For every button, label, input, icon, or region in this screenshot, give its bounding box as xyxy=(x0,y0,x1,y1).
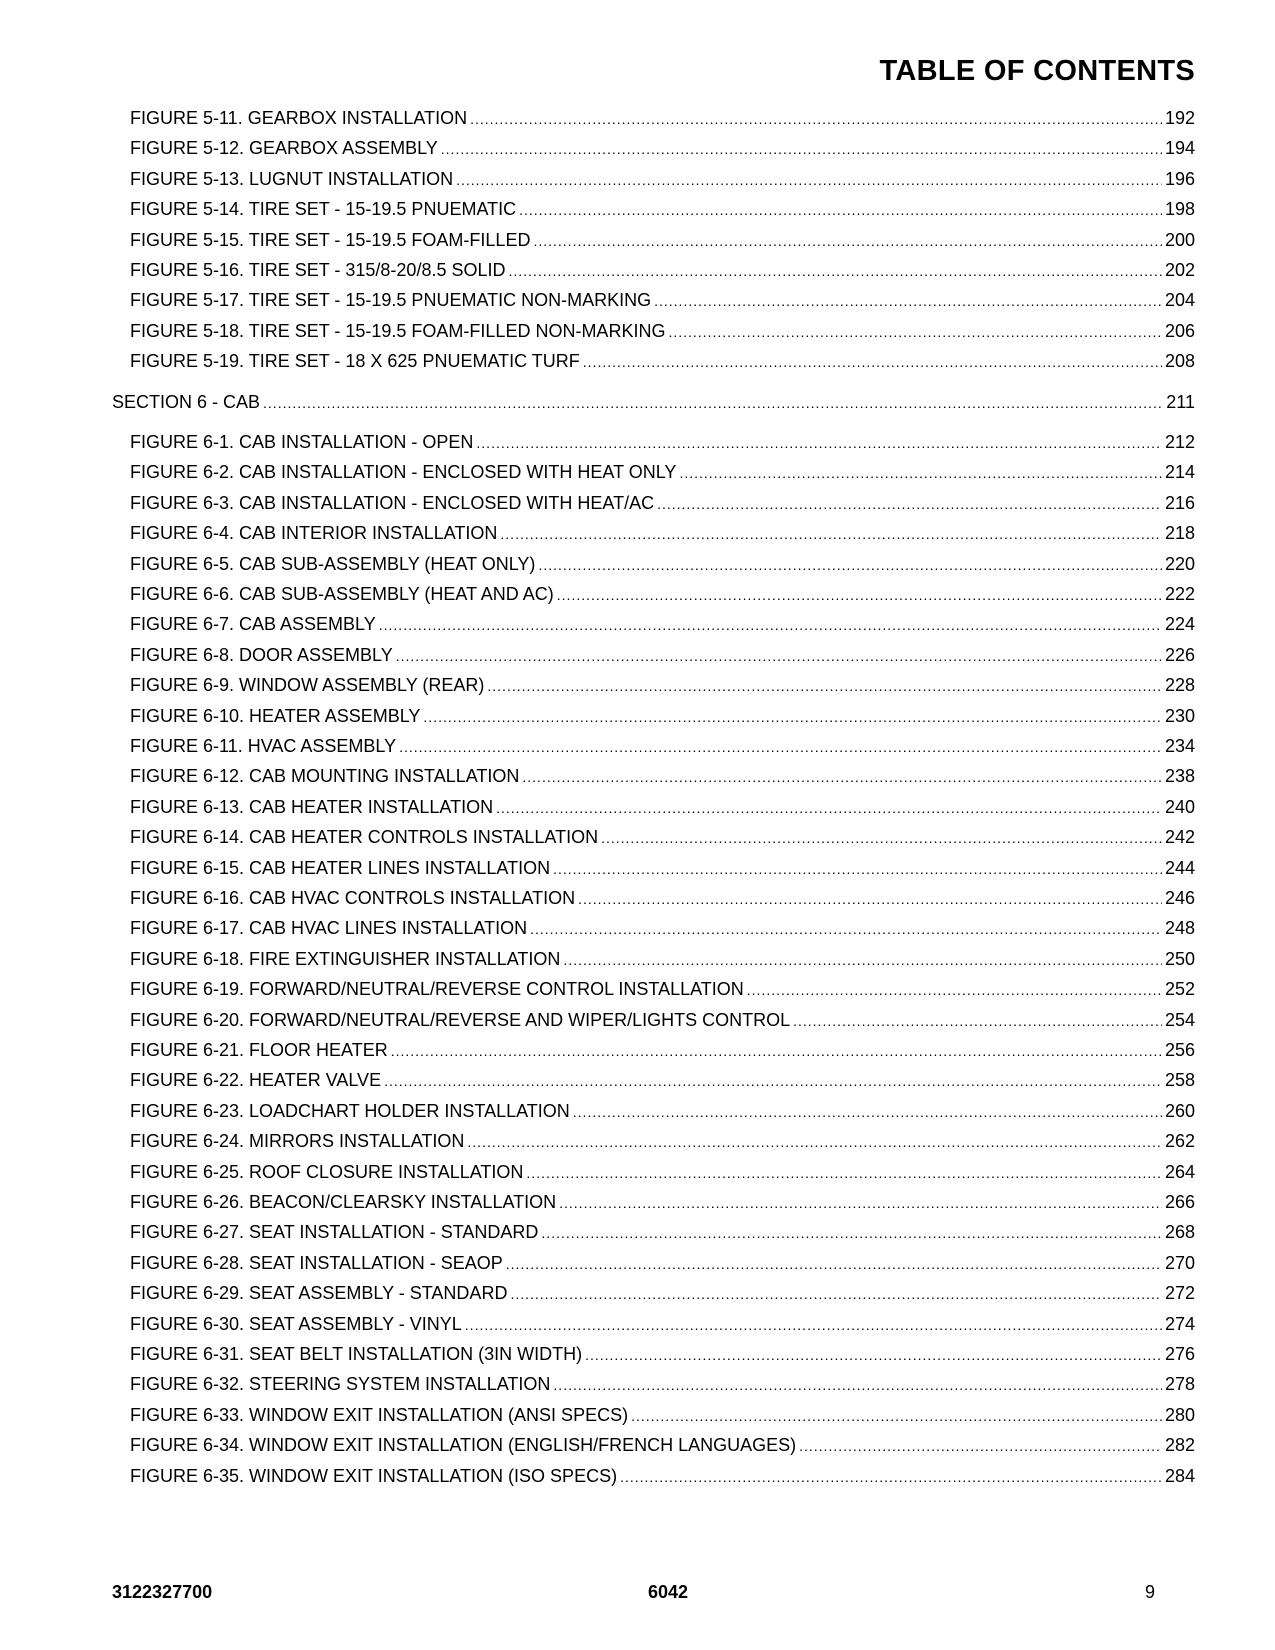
toc-figure-entry[interactable] xyxy=(130,736,1195,760)
dot-leader xyxy=(500,526,1162,542)
toc-entry-page: 278 xyxy=(1164,1374,1195,1395)
toc-section-entry[interactable] xyxy=(112,392,1195,416)
toc-entry-label: FIGURE 6-11. HVAC ASSEMBLY xyxy=(130,736,397,756)
toc-entry-label: FIGURE 6-22. HEATER VALVE xyxy=(130,1070,382,1091)
toc-entry-label: FIGURE 6-5. CAB SUB-ASSEMBLY (HEAT ONLY) xyxy=(130,553,536,574)
toc-entry-page: 240 xyxy=(1164,796,1195,817)
toc-figure-entry[interactable] xyxy=(130,432,1195,456)
toc-entry-label: FIGURE 6-35. WINDOW EXIT INSTALLATION (ISO SPECS) xyxy=(130,1465,618,1486)
toc-entry-page: 200 xyxy=(1164,229,1195,250)
dot-leader xyxy=(522,769,1162,785)
page-number: 9 xyxy=(1144,1582,1155,1602)
toc-figure-entry[interactable] xyxy=(130,1222,1195,1246)
toc-figure-entry[interactable] xyxy=(130,1192,1195,1216)
toc-entry-page: 228 xyxy=(1164,675,1195,696)
toc-entry-label: FIGURE 6-28. SEAT INSTALLATION - SEAOP xyxy=(130,1252,503,1273)
toc-entry-page: 196 xyxy=(1164,168,1195,189)
dot-leader xyxy=(423,709,1162,725)
dot-leader xyxy=(668,324,1162,340)
toc-figure-entry[interactable] xyxy=(130,614,1195,638)
toc-entry-page: 272 xyxy=(1164,1283,1195,1304)
dot-leader xyxy=(657,496,1162,512)
dot-leader xyxy=(467,1134,1162,1150)
dot-leader xyxy=(578,891,1162,907)
toc-figure-entry[interactable] xyxy=(130,260,1195,284)
toc-figure-entry[interactable] xyxy=(130,523,1195,547)
toc-figure-entry[interactable] xyxy=(130,766,1195,790)
toc-entry-page: 280 xyxy=(1164,1404,1195,1425)
toc-entry-label: FIGURE 6-33. WINDOW EXIT INSTALLATION (ANSI SPECS) xyxy=(130,1404,629,1425)
toc-entry-label: FIGURE 6-23. LOADCHART HOLDER INSTALLATION xyxy=(130,1100,570,1121)
toc-entry-page: 248 xyxy=(1164,918,1195,939)
toc-figure-entry[interactable] xyxy=(130,858,1195,882)
toc-entry-label: FIGURE 5-13. LUGNUT INSTALLATION xyxy=(130,168,454,189)
toc-entry-page: 260 xyxy=(1164,1100,1195,1121)
toc-figure-entry[interactable] xyxy=(130,1162,1195,1186)
toc-figure-entry[interactable] xyxy=(130,290,1195,314)
toc-figure-entry[interactable] xyxy=(130,584,1195,608)
toc-entry-page: 204 xyxy=(1164,290,1195,311)
dot-leader xyxy=(487,678,1162,694)
toc-entry-page: 250 xyxy=(1164,948,1195,969)
toc-figure-entry[interactable] xyxy=(130,675,1195,699)
toc-entry-page: 276 xyxy=(1164,1344,1195,1364)
toc-figure-entry[interactable] xyxy=(130,1131,1195,1155)
toc-entry-label: FIGURE 6-15. CAB HEATER LINES INSTALLATION xyxy=(130,857,551,878)
toc-entry-label: SECTION 6 - CAB xyxy=(112,391,261,412)
dot-leader xyxy=(583,354,1162,370)
dot-leader xyxy=(519,202,1162,218)
toc-entry-label: FIGURE 6-24. MIRRORS INSTALLATION xyxy=(130,1131,465,1152)
toc-entry-label: FIGURE 5-16. TIRE SET - 315/8-20/8.5 SOLID xyxy=(130,260,506,280)
dot-leader xyxy=(465,1317,1162,1333)
toc-entry-page: 222 xyxy=(1164,584,1195,604)
dot-leader xyxy=(396,648,1162,664)
page-footer xyxy=(112,1582,1155,1608)
toc-figure-entry[interactable] xyxy=(130,1040,1195,1064)
toc-entry-page: 208 xyxy=(1164,351,1195,372)
toc-figure-entry[interactable] xyxy=(130,949,1195,973)
toc-entry-label: FIGURE 6-2. CAB INSTALLATION - ENCLOSED WITH HEAT ONLY xyxy=(130,462,677,483)
toc-entry-label: FIGURE 6-8. DOOR ASSEMBLY xyxy=(130,644,393,665)
toc-entry-page: 244 xyxy=(1164,857,1195,878)
toc-figure-entry[interactable] xyxy=(130,108,1195,132)
toc-figure-entry[interactable] xyxy=(130,321,1195,345)
toc-entry-label: FIGURE 6-30. SEAT ASSEMBLY - VINYL xyxy=(130,1313,462,1334)
dot-leader xyxy=(601,830,1162,846)
toc-entry-page: 211 xyxy=(1166,391,1195,412)
dot-leader xyxy=(559,1195,1162,1211)
toc-entry-page: 230 xyxy=(1164,705,1195,726)
dot-leader xyxy=(563,952,1162,968)
toc-entry-page: 256 xyxy=(1164,1040,1195,1060)
dot-leader xyxy=(476,435,1162,451)
toc-entry-label: FIGURE 6-16. CAB HVAC CONTROLS INSTALLATION xyxy=(130,888,576,908)
page-title: TABLE OF CONTENTS xyxy=(879,55,1195,87)
toc-figure-entry[interactable] xyxy=(130,918,1195,942)
dot-leader xyxy=(585,1347,1162,1363)
dot-leader xyxy=(799,1438,1162,1454)
toc-figure-entry[interactable] xyxy=(130,1253,1195,1277)
toc-entry-page: 264 xyxy=(1164,1161,1195,1182)
toc-entry-page: 214 xyxy=(1164,462,1195,483)
toc-figure-entry[interactable] xyxy=(130,1374,1195,1398)
document-number: 3122327700 xyxy=(112,1582,213,1602)
toc-entry-label: FIGURE 6-27. SEAT INSTALLATION - STANDARD xyxy=(130,1222,539,1243)
toc-figure-entry[interactable] xyxy=(130,1405,1195,1429)
toc-entry-label: FIGURE 6-25. ROOF CLOSURE INSTALLATION xyxy=(130,1161,524,1182)
toc-figure-entry[interactable] xyxy=(130,1314,1195,1338)
toc-figure-entry[interactable] xyxy=(130,888,1195,912)
toc-entry-label: FIGURE 6-19. FORWARD/NEUTRAL/REVERSE CONTROL INSTALLATION xyxy=(130,979,744,1000)
toc-entry-label: FIGURE 5-14. TIRE SET - 15-19.5 PNUEMATIC xyxy=(130,199,517,220)
dot-leader xyxy=(679,465,1162,481)
dot-leader xyxy=(631,1408,1162,1424)
toc-figure-entry[interactable] xyxy=(130,1070,1195,1094)
toc-entry-label: FIGURE 6-20. FORWARD/NEUTRAL/REVERSE AND WIPER/LIGHTS CONTROL xyxy=(130,1009,791,1030)
toc-figure-entry[interactable] xyxy=(130,1010,1195,1034)
dot-leader xyxy=(399,739,1162,755)
toc-entry-label: FIGURE 6-13. CAB HEATER INSTALLATION xyxy=(130,796,494,817)
toc-entry-label: FIGURE 6-9. WINDOW ASSEMBLY (REAR) xyxy=(130,675,485,696)
toc-entry-page: 252 xyxy=(1164,979,1195,1000)
toc-entry-label: FIGURE 6-29. SEAT ASSEMBLY - STANDARD xyxy=(130,1283,508,1304)
dot-leader xyxy=(526,1165,1162,1181)
dot-leader xyxy=(793,1013,1162,1029)
toc-figure-entry[interactable] xyxy=(130,1283,1195,1307)
toc-entry-label: FIGURE 6-34. WINDOW EXIT INSTALLATION (ENGLISH/FRENCH LANGUAGES) xyxy=(130,1435,797,1456)
dot-leader xyxy=(533,233,1162,249)
dot-leader xyxy=(530,921,1162,937)
toc-entry-label: FIGURE 5-18. TIRE SET - 15-19.5 FOAM-FILLED NON-MARKING xyxy=(130,320,666,341)
dot-leader xyxy=(470,111,1162,127)
toc-entry-page: 268 xyxy=(1164,1222,1195,1243)
dot-leader xyxy=(573,1104,1162,1120)
toc-entry-page: 246 xyxy=(1164,888,1195,908)
toc-figure-entry[interactable] xyxy=(130,493,1195,517)
toc-entry-label: FIGURE 6-1. CAB INSTALLATION - OPEN xyxy=(130,432,474,452)
toc-figure-entry[interactable] xyxy=(130,351,1195,375)
toc-figure-entry[interactable] xyxy=(130,169,1195,193)
toc-figure-entry[interactable] xyxy=(130,1101,1195,1125)
dot-leader xyxy=(510,1286,1162,1302)
dot-leader xyxy=(553,861,1162,877)
toc-entry-label: FIGURE 6-4. CAB INTERIOR INSTALLATION xyxy=(130,523,498,544)
toc-entry-label: FIGURE 5-11. GEARBOX INSTALLATION xyxy=(130,108,468,128)
toc-entry-label: FIGURE 6-18. FIRE EXTINGUISHER INSTALLATION xyxy=(130,948,561,969)
toc-entry-label: FIGURE 6-7. CAB ASSEMBLY xyxy=(130,614,376,635)
toc-entry-page: 218 xyxy=(1164,523,1195,544)
model-number: 6042 xyxy=(648,1582,689,1602)
dot-leader xyxy=(456,172,1162,188)
toc-entry-page: 270 xyxy=(1164,1252,1195,1273)
toc-figure-entry[interactable] xyxy=(130,230,1195,254)
dot-leader xyxy=(441,141,1162,157)
toc-entry-page: 282 xyxy=(1164,1435,1195,1456)
dot-leader xyxy=(541,1225,1162,1241)
toc-figure-entry[interactable] xyxy=(130,827,1195,851)
dot-leader xyxy=(557,587,1162,603)
toc-entry-page: 266 xyxy=(1164,1192,1195,1212)
toc-entry-label: FIGURE 6-21. FLOOR HEATER xyxy=(130,1040,388,1060)
toc-entry-page: 198 xyxy=(1164,199,1195,220)
toc-entry-label: FIGURE 6-6. CAB SUB-ASSEMBLY (HEAT AND AC) xyxy=(130,584,554,604)
toc-entry-label: FIGURE 5-15. TIRE SET - 15-19.5 FOAM-FILLED xyxy=(130,229,531,250)
dot-leader xyxy=(391,1043,1162,1059)
toc-entry-label: FIGURE 6-12. CAB MOUNTING INSTALLATION xyxy=(130,766,520,787)
toc-entry-page: 274 xyxy=(1164,1313,1195,1334)
toc-entry-page: 206 xyxy=(1164,320,1195,341)
toc-entry-label: FIGURE 6-17. CAB HVAC LINES INSTALLATION xyxy=(130,918,528,939)
toc-figure-entry[interactable] xyxy=(130,979,1195,1003)
toc-entry-label: FIGURE 5-17. TIRE SET - 15-19.5 PNUEMATIC NON-MARKING xyxy=(130,290,652,311)
toc-entry-label: FIGURE 5-19. TIRE SET - 18 X 625 PNUEMATIC TURF xyxy=(130,351,580,372)
toc-figure-entry[interactable] xyxy=(130,1344,1195,1368)
dot-leader xyxy=(263,395,1163,411)
toc-entry-page: 216 xyxy=(1164,492,1195,513)
toc-entry-label: FIGURE 6-14. CAB HEATER CONTROLS INSTALLATION xyxy=(130,827,599,848)
toc-entry-page: 202 xyxy=(1164,260,1195,280)
toc-figure-entry[interactable] xyxy=(130,1435,1195,1459)
toc-figure-entry[interactable] xyxy=(130,138,1195,162)
toc-entry-page: 238 xyxy=(1164,766,1195,787)
toc-entry-page: 224 xyxy=(1164,614,1195,635)
toc-entry-page: 284 xyxy=(1164,1465,1195,1486)
dot-leader xyxy=(620,1469,1162,1485)
toc-entry-label: FIGURE 6-26. BEACON/CLEARSKY INSTALLATION xyxy=(130,1192,557,1212)
toc-figure-entry[interactable] xyxy=(130,554,1195,578)
dot-leader xyxy=(379,617,1162,633)
toc-figure-entry[interactable] xyxy=(130,199,1195,223)
toc-entry-label: FIGURE 5-12. GEARBOX ASSEMBLY xyxy=(130,138,438,159)
dot-leader xyxy=(747,982,1162,998)
toc-entry-page: 192 xyxy=(1164,108,1195,128)
toc-entry-page: 262 xyxy=(1164,1131,1195,1152)
dot-leader xyxy=(496,800,1162,816)
toc-entry-page: 234 xyxy=(1164,736,1195,756)
toc-entry-label: FIGURE 6-3. CAB INSTALLATION - ENCLOSED WITH HEAT/AC xyxy=(130,492,655,513)
toc-entry-label: FIGURE 6-10. HEATER ASSEMBLY xyxy=(130,705,421,726)
toc-entry-page: 194 xyxy=(1164,138,1195,159)
toc-entry-page: 258 xyxy=(1164,1070,1195,1091)
dot-leader xyxy=(654,293,1162,309)
dot-leader xyxy=(509,263,1162,279)
toc-entry-page: 212 xyxy=(1164,432,1195,452)
toc-entry-label: FIGURE 6-32. STEERING SYSTEM INSTALLATION xyxy=(130,1374,551,1395)
dot-leader xyxy=(553,1377,1162,1393)
toc-figure-entry[interactable] xyxy=(130,645,1195,669)
toc-figure-entry[interactable] xyxy=(130,797,1195,821)
dot-leader xyxy=(506,1256,1162,1272)
toc-figure-entry[interactable] xyxy=(130,706,1195,730)
toc-figure-entry[interactable] xyxy=(130,462,1195,486)
toc-entry-label: FIGURE 6-31. SEAT BELT INSTALLATION (3IN WIDTH) xyxy=(130,1344,583,1364)
toc-entry-page: 226 xyxy=(1164,644,1195,665)
toc-entry-page: 220 xyxy=(1164,553,1195,574)
dot-leader xyxy=(538,557,1162,573)
toc-entry-page: 242 xyxy=(1164,827,1195,848)
toc-figure-entry[interactable] xyxy=(130,1466,1195,1490)
toc-entry-page: 254 xyxy=(1164,1009,1195,1030)
dot-leader xyxy=(384,1073,1162,1089)
